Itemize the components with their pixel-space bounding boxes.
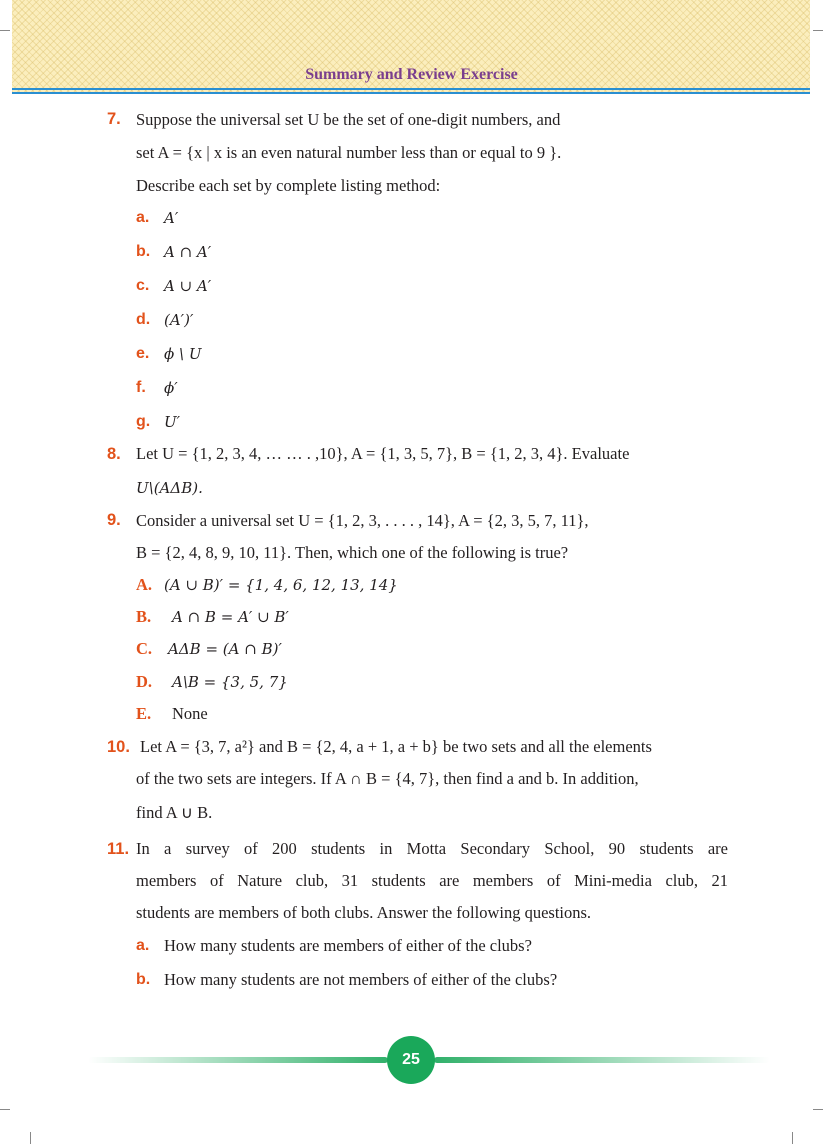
option-label: B.: [136, 607, 152, 626]
question-text: set A = {x | x is an even natural number less than or equal to 9 }.: [136, 143, 562, 162]
crop-mark: [30, 1132, 31, 1144]
option-text: (A ∪ B)′ = {1, 4, 6, 12, 13, 14}: [164, 576, 398, 594]
footer-rule-right: [434, 1057, 770, 1063]
footer-rule-left: [88, 1057, 388, 1063]
option-text: AΔB = (A ∩ B)′: [168, 640, 282, 658]
question-text: Describe each set by complete listing method:: [136, 176, 441, 195]
option-text: None: [172, 704, 208, 723]
item-label: b.: [136, 971, 151, 988]
item-label: d.: [136, 311, 151, 328]
question-text: members of Nature club, 31 students are members of Mini-media club, 21: [136, 871, 728, 890]
item-math: A ∪ A′: [164, 277, 212, 295]
question-number: 7.: [107, 110, 121, 128]
question-text: Let A = {3, 7, a²} and B = {2, 4, a + 1, a + b} be two sets and all the elements: [140, 737, 652, 756]
item-label: a.: [136, 209, 150, 226]
option-text: A ∩ B = A′ ∪ B′: [172, 608, 289, 626]
question-text: Consider a universal set U = {1, 2, 3, . . . . , 14}, A = {2, 3, 5, 7, 11},: [136, 511, 589, 530]
question-text: of the two sets are integers. If A ∩ B = {4, 7}, then find a and b. In addition,: [136, 769, 639, 788]
question-text: students are members of both clubs. Answer the following questions.: [136, 903, 592, 922]
item-label: g.: [136, 413, 151, 430]
question-text: U\(AΔB).: [136, 479, 203, 497]
question-text: find A ∪ B.: [136, 803, 213, 822]
question-number: 11.: [107, 840, 130, 858]
item-label: f.: [136, 379, 146, 396]
question-text: Let U = {1, 2, 3, 4, … … . ,10}, A = {1, 3, 5, 7}, B = {1, 2, 3, 4}. Evaluate: [136, 444, 630, 463]
item-math: U′: [164, 413, 181, 431]
item-label: b.: [136, 243, 151, 260]
item-math: (A′)′: [164, 311, 194, 329]
item-math: ϕ′: [164, 379, 178, 397]
question-number: 9.: [107, 511, 121, 529]
item-math: ϕ \ U: [164, 345, 202, 363]
question-text: B = {2, 4, 8, 9, 10, 11}. Then, which one of the following is true?: [136, 543, 569, 562]
item-label: a.: [136, 937, 150, 954]
page-number: 25: [387, 1036, 435, 1084]
crop-mark: [813, 30, 823, 31]
option-label: D.: [136, 672, 153, 691]
item-math: A ∩ A′: [164, 243, 212, 261]
crop-mark: [0, 1109, 10, 1110]
option-text: A\B = {3, 5, 7}: [172, 673, 288, 691]
header-rule: [12, 88, 810, 90]
crop-mark: [0, 30, 10, 31]
item-label: e.: [136, 345, 150, 362]
question-number: 10.: [107, 738, 130, 756]
item-label: c.: [136, 277, 150, 294]
question-number: 8.: [107, 445, 121, 463]
item-text: How many students are members of either of the clubs?: [164, 936, 532, 955]
option-label: A.: [136, 575, 153, 594]
option-label: E.: [136, 704, 152, 723]
crop-mark: [792, 1132, 793, 1144]
question-text: Suppose the universal set U be the set of one-digit numbers, and: [136, 110, 561, 129]
page-title: Summary and Review Exercise: [305, 66, 518, 83]
question-text: In a survey of 200 students in Motta Secondary School, 90 students are: [136, 839, 728, 858]
header-rule: [12, 92, 810, 94]
option-label: C.: [136, 639, 153, 658]
item-math: A′: [164, 209, 179, 227]
crop-mark: [813, 1109, 823, 1110]
item-text: How many students are not members of either of the clubs?: [164, 970, 558, 989]
